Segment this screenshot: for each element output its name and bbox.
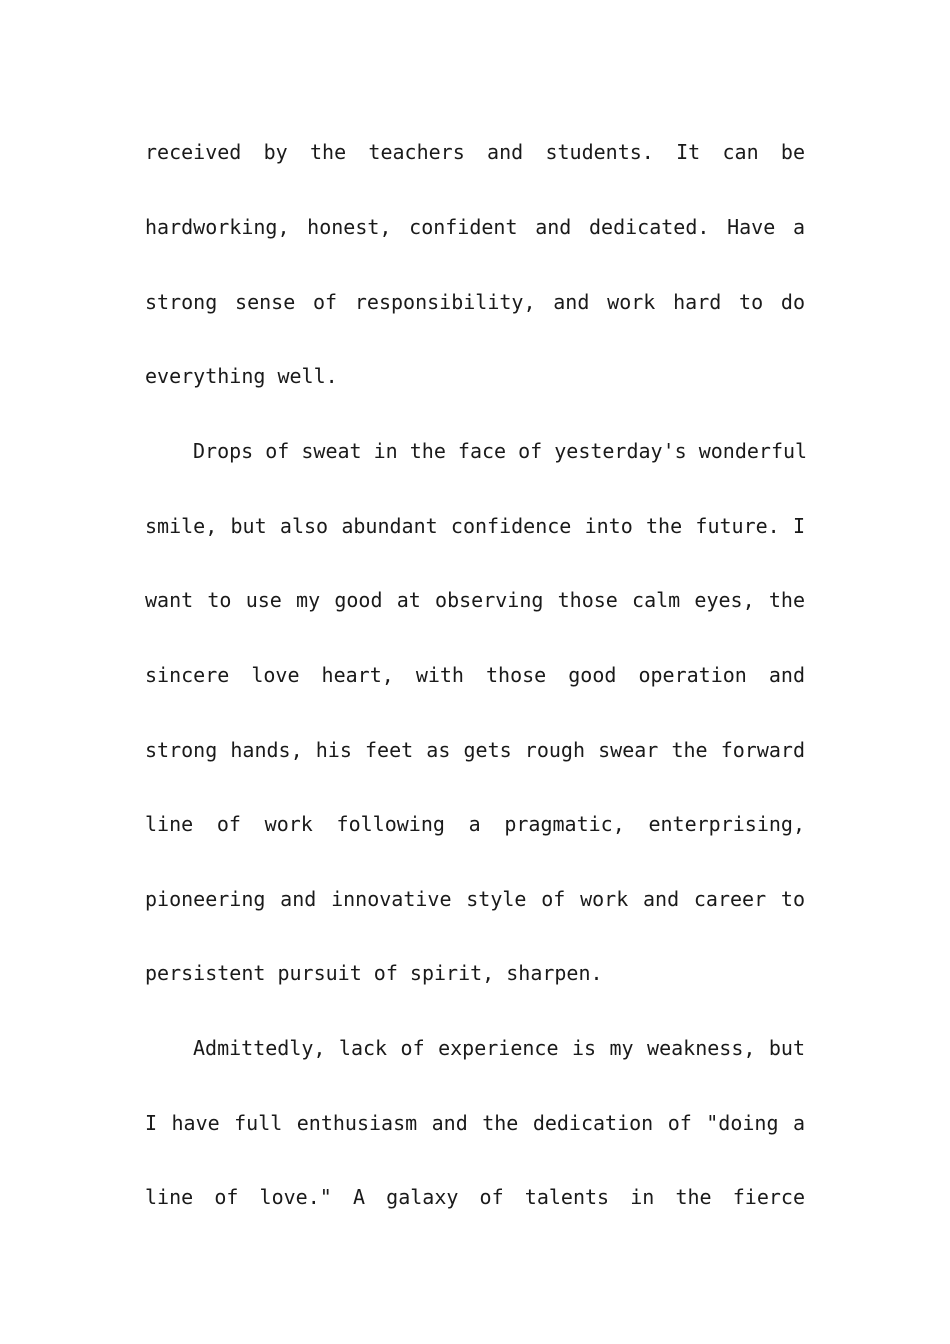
text-line: Drops of sweat in the face of yesterday's wonderful	[193, 439, 808, 463]
text-line: pioneering and innovative style of work and career to	[145, 887, 805, 911]
text-line: strong hands, his feet as gets rough swear the forward	[145, 738, 805, 762]
text-line: received by the teachers and students. It can be	[145, 140, 805, 164]
text-line: hardworking, honest, confident and dedicated. Have a	[145, 215, 805, 239]
text-line: want to use my good at observing those calm eyes, the	[145, 588, 805, 612]
text-line: line of love." A galaxy of talents in the fierce	[145, 1185, 805, 1209]
text-line: everything well.	[145, 364, 338, 388]
text-line: sincere love heart, with those good operation and	[145, 663, 805, 687]
text-line: I have full enthusiasm and the dedication of "doing a	[145, 1111, 805, 1135]
text-line: strong sense of responsibility, and work hard to do	[145, 290, 805, 314]
text-line: smile, but also abundant confidence into the future. I	[145, 514, 805, 538]
text-line: Admittedly, lack of experience is my weakness, but	[193, 1036, 805, 1060]
text-line: persistent pursuit of spirit, sharpen.	[145, 961, 603, 985]
text-line: line of work following a pragmatic, enterprising,	[145, 812, 805, 836]
